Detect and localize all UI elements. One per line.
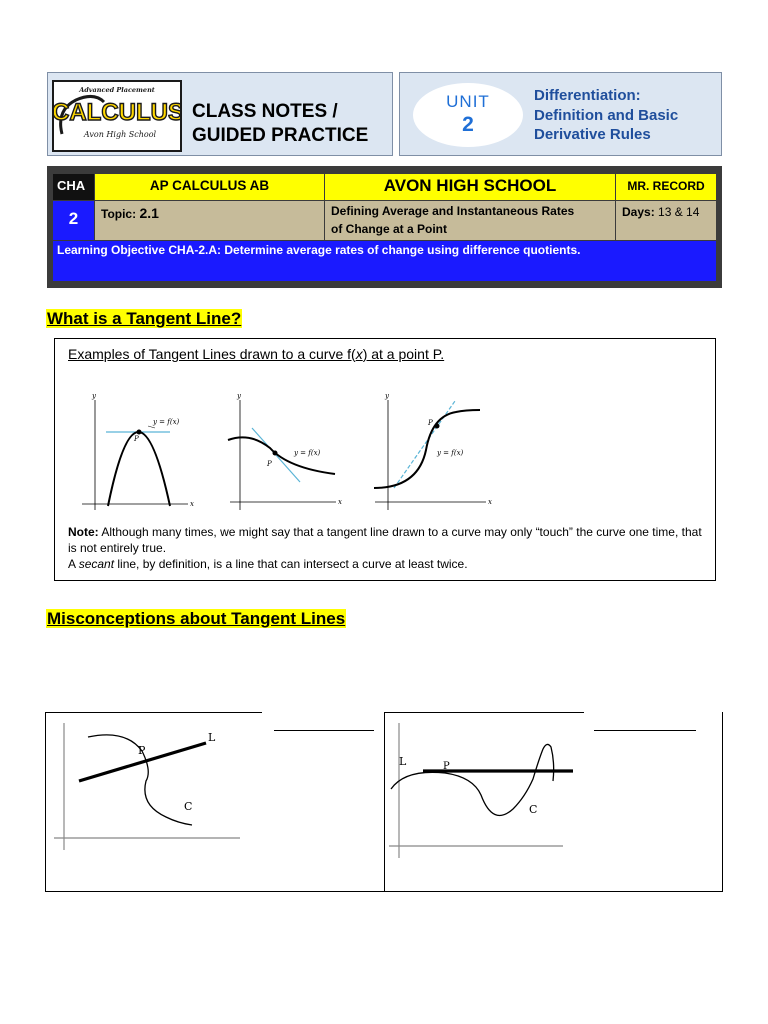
graph-1 — [82, 392, 194, 510]
course-cell: AP CALCULUS AB — [95, 174, 324, 200]
graph-1-y-label: y — [92, 392, 96, 400]
right-point-label: P — [443, 761, 450, 772]
days-cell — [616, 201, 716, 240]
topic-description-cell — [325, 201, 615, 240]
unit-badge — [413, 83, 523, 147]
graph-3-curve-label: y = f(x) — [437, 449, 464, 457]
examples-title-x: x — [355, 346, 363, 362]
unit-title-line-2: Definition and Basic — [534, 106, 679, 124]
topic-value: 2.1 — [139, 205, 159, 221]
graph-2-curve-label: y = f(x) — [294, 449, 321, 457]
examples-title-part1: Examples of Tangent Lines drawn to a curve f( — [68, 346, 356, 362]
days-label: Days: — [622, 205, 655, 219]
logo-school: Avon High School — [83, 130, 157, 139]
left-line-label: L — [208, 731, 216, 744]
misconceptions-heading: Misconceptions about Tangent Lines — [47, 609, 346, 628]
teacher-cell: MR. RECORD — [616, 174, 716, 200]
note-text-2b: line, by definition, is a line that can intersect a curve at least twice. — [114, 557, 468, 571]
note-secant: secant — [78, 557, 115, 571]
logo-word: CALCULUS — [54, 99, 180, 126]
graph-2-x-label: x — [338, 498, 342, 506]
unit-title — [534, 86, 678, 145]
graph-1-point-label: P — [134, 435, 139, 443]
graph-3-y-label: y — [385, 392, 389, 400]
note-text-2a: A — [68, 557, 79, 571]
misconception-graph-left — [46, 713, 384, 891]
note-text-1: Although many times, we might say that a tangent line drawn to a curve may only “touch” the curve one time, that is not entirely true. — [68, 525, 702, 555]
unit-title-line-3: Derivative Rules — [534, 126, 651, 143]
graph-2 — [228, 392, 342, 510]
unit-number-cell: 2 — [53, 201, 94, 240]
title-line-1: CLASS NOTES / — [192, 101, 338, 122]
graph-2-y-label: y — [237, 392, 241, 400]
cha-cell: CHA — [53, 174, 94, 200]
title-line-2: GUIDED PRACTICE — [192, 125, 369, 146]
tangent-line-heading-wrap — [46, 308, 242, 329]
misconceptions-heading-wrap — [46, 608, 346, 629]
learning-objective: Learning Objective CHA-2.A: Determine average rates of change using difference quotients. — [53, 241, 716, 281]
graph-1-x-label: x — [190, 500, 194, 508]
unit-number: 2 — [462, 113, 474, 136]
graph-1-curve-label: y = f(x) — [153, 418, 180, 426]
note-label: Note: — [68, 525, 99, 539]
calculus-logo — [52, 80, 182, 152]
examples-title-part2: ) at a point P. — [362, 346, 445, 362]
calculus-logo-graphic — [54, 82, 180, 150]
days-value: 13 & 14 — [658, 205, 700, 219]
examples-title — [68, 346, 444, 362]
right-curve-label: C — [529, 803, 538, 816]
school-cell: AVON HIGH SCHOOL — [325, 174, 615, 200]
unit-title-line-1: Differentiation: — [534, 87, 641, 104]
misconception-graph-right — [385, 713, 722, 891]
graph-3 — [374, 392, 492, 510]
tangent-line-heading: What is a Tangent Line? — [47, 309, 242, 328]
class-notes-title — [192, 100, 368, 148]
topic-desc-line-2: of Change at a Point — [331, 221, 448, 236]
logo-top-text: Advanced Placement — [79, 86, 155, 94]
tangent-note — [68, 524, 708, 572]
graph-2-point-label: P — [267, 460, 272, 468]
right-line-label: L — [399, 755, 407, 768]
tangent-examples-figure — [70, 388, 710, 520]
unit-word: UNIT — [446, 92, 490, 111]
topic-label: Topic: — [101, 207, 137, 221]
topic-cell — [95, 201, 324, 240]
graph-3-point-label: P — [428, 419, 433, 427]
left-point-label: P — [138, 744, 146, 757]
left-curve-label: C — [184, 800, 193, 813]
graph-3-x-label: x — [488, 498, 492, 506]
topic-desc-line-1: Defining Average and Instantaneous Rates — [331, 204, 575, 218]
